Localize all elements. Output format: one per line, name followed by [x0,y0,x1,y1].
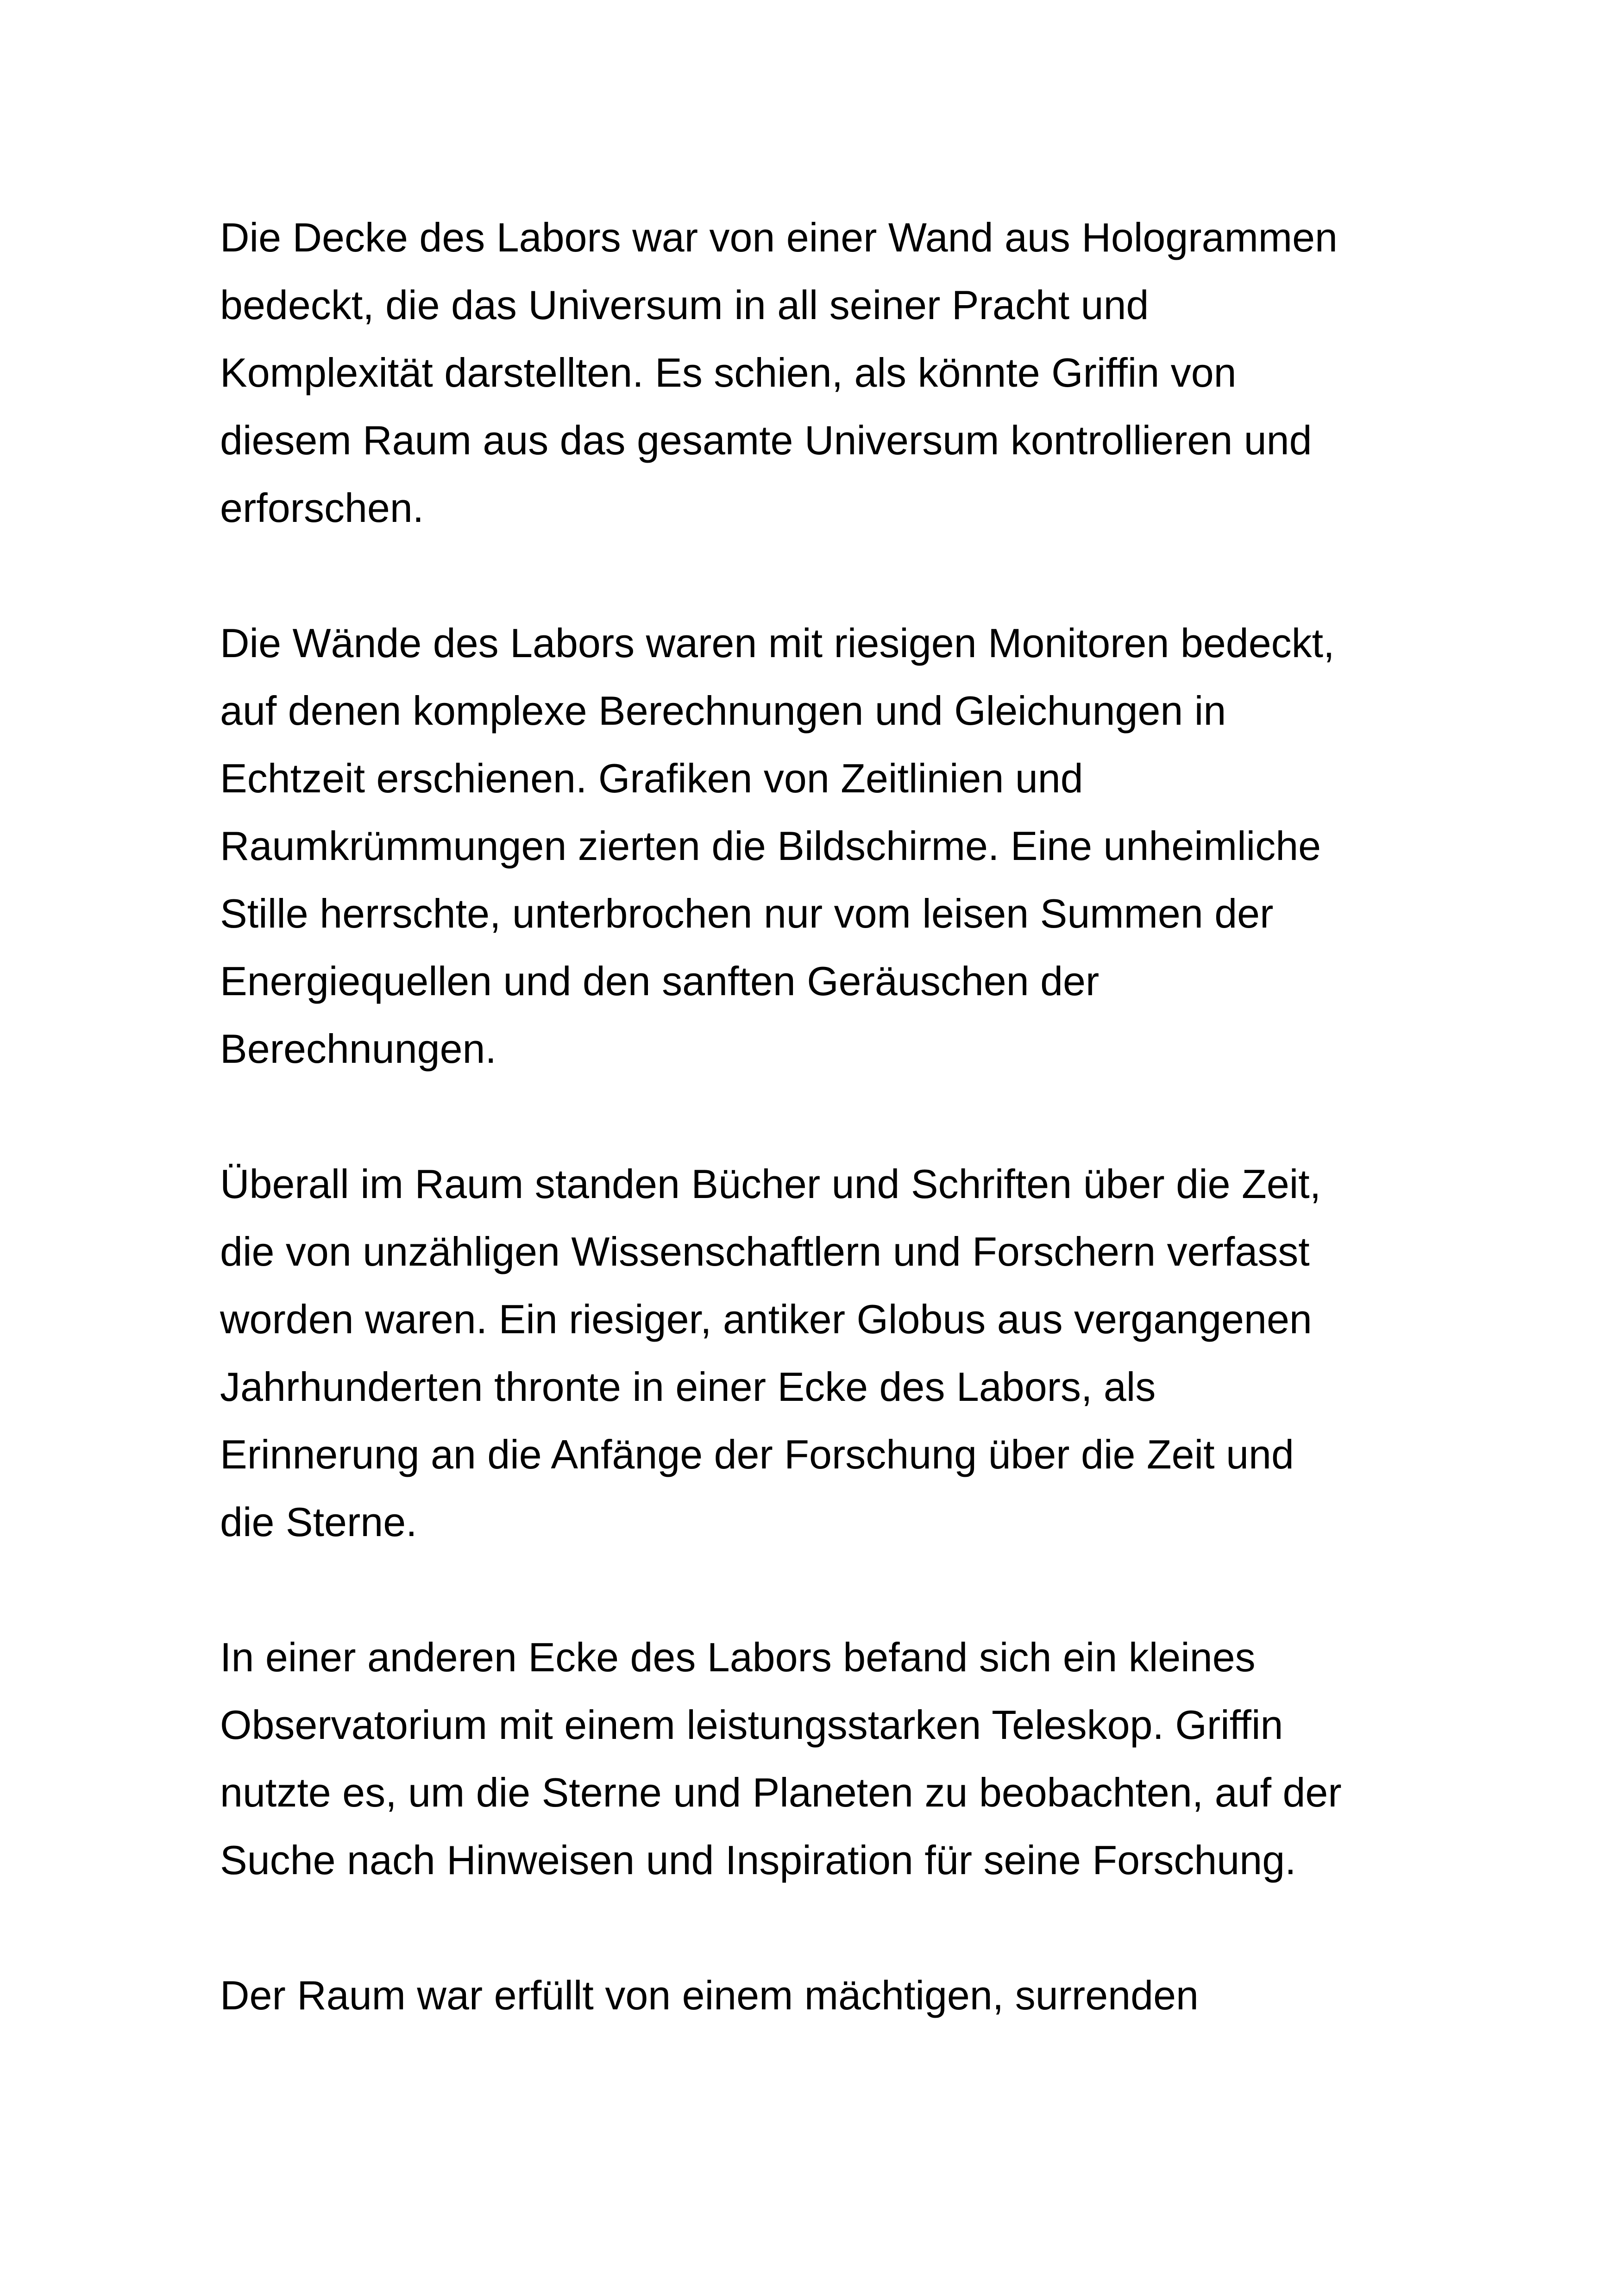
paragraph-spacer [220,1083,1424,1150]
paragraph-spacer [220,1894,1424,1962]
text-line: Jahrhunderten thronte in einer Ecke des Labors, als [220,1364,1156,1410]
paragraph-2 [220,609,1424,1083]
text-line: Die Wände des Labors waren mit riesigen Monitoren bedeckt, [220,620,1335,666]
text-line: Die Decke des Labors war von einer Wand aus Hologrammen [220,214,1338,260]
text-line: Komplexität darstellten. Es schien, als könnte Griffin von [220,350,1237,395]
paragraph-1 [220,204,1424,542]
text-line: bedeckt, die das Universum in all seiner Pracht und [220,282,1149,328]
text-line: In einer anderen Ecke des Labors befand sich ein kleines [220,1634,1256,1680]
paragraph-4 [220,1624,1424,1894]
text-line: die von unzähligen Wissenschaftlern und Forschern verfasst [220,1229,1310,1274]
text-line: Raumkrümmungen zierten die Bildschirme. Eine unheimliche [220,823,1321,869]
body-text [220,204,1424,2029]
text-line: Stille herrschte, unterbrochen nur vom leisen Summen der [220,891,1274,936]
paragraph-spacer [220,542,1424,609]
text-line: Berechnungen. [220,1026,496,1072]
paragraph-5 [220,1962,1424,2029]
text-line: erforschen. [220,485,424,531]
text-line: Der Raum war erfüllt von einem mächtigen, surrenden [220,1972,1199,2018]
text-line: worden waren. Ein riesiger, antiker Globus aus vergangenen [220,1296,1312,1342]
text-line: Suche nach Hinweisen und Inspiration für seine Forschung. [220,1837,1296,1883]
text-line: Echtzeit erschienen. Grafiken von Zeitlinien und [220,755,1083,801]
text-line: die Sterne. [220,1499,417,1545]
text-line: Energiequellen und den sanften Geräuschen der [220,958,1100,1004]
paragraph-3 [220,1150,1424,1556]
text-line: nutzte es, um die Sterne und Planeten zu beobachten, auf der [220,1769,1342,1815]
text-line: Erinnerung an die Anfänge der Forschung über die Zeit und [220,1431,1294,1477]
paragraph-spacer [220,1556,1424,1624]
text-line: auf denen komplexe Berechnungen und Gleichungen in [220,688,1226,734]
text-line: Observatorium mit einem leistungsstarken Teleskop. Griffin [220,1702,1283,1748]
text-line: Überall im Raum standen Bücher und Schriften über die Zeit, [220,1161,1321,1207]
text-line: diesem Raum aus das gesamte Universum kontrollieren und [220,417,1312,463]
